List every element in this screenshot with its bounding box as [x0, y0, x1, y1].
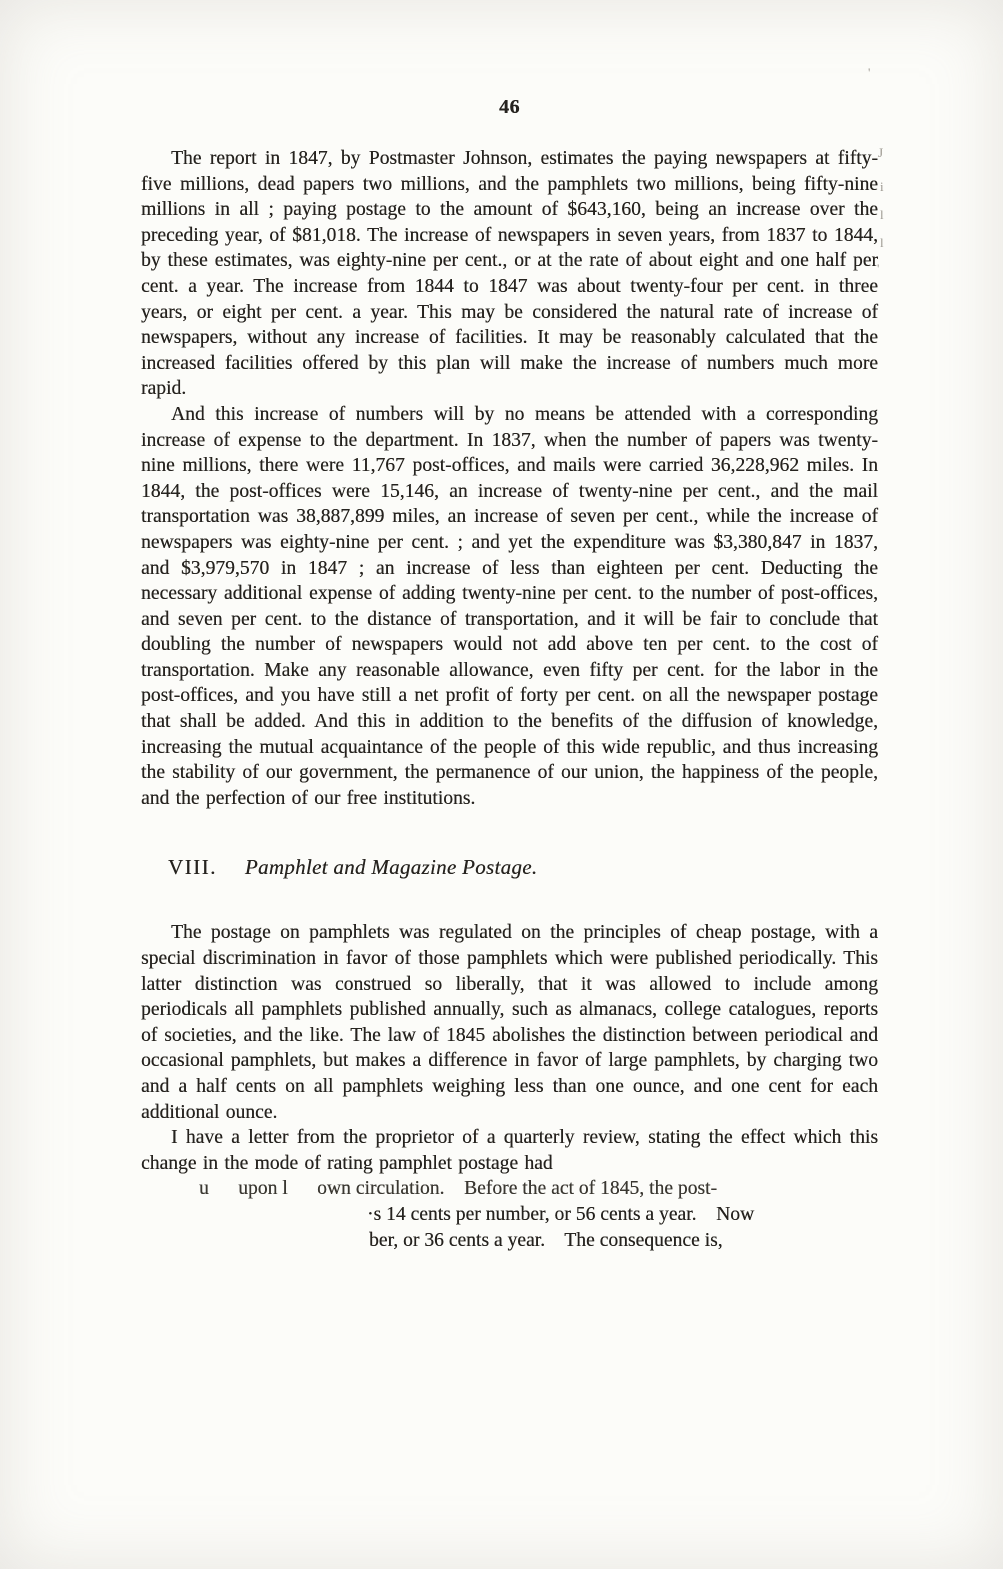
- scan-artifact: l: [880, 207, 884, 222]
- paragraph-pamphlet-postage: The postage on pamphlets was regulated on the principles of cheap postage, with a special discrimination in favor of those pamphlets which were published periodically. This latter distinction was construed so liberally, that it was allowed to include among periodicals all pamphlets published annually, such as almanacs, college catalogues, reports of societies, and the like. The law of 1845 abolishes the distinction between periodical and occasional pamphlets, but makes a difference in favor of large pamphlets, by charging two and a half cents on all pamphlets weighing less than one ounce, and one cent for each additional ounce.: [141, 922, 878, 1123]
- page-number: 46: [499, 96, 520, 118]
- section-numeral: VIII.: [168, 855, 217, 880]
- scan-artifact: ': [877, 261, 880, 276]
- scan-artifact: ': [868, 65, 871, 80]
- faded-text-line-2: ·s 14 cents per number, or 56 cents a year. Now: [367, 1203, 755, 1225]
- scan-artifact: l: [880, 235, 884, 250]
- document-page: [141, 96, 878, 1253]
- section-heading: [168, 855, 878, 880]
- faded-text-line-3: ber, or 36 cents a year. The consequence is,: [369, 1229, 723, 1251]
- faded-text-line-1: u upon l own circulation. Before the act of 1845, the post-: [199, 1178, 718, 1200]
- paragraph-report-1847: The report in 1847, by Postmaster Johnson, estimates the paying newspapers at fifty-five millions, dead papers two millions, and the pamphlets two millions, being fifty-nine millions in all ; paying postage to the amount of $643,160, being an increase over the preceding year, of $81,018. The increase of newspapers in seven years, from 1837 to 1844, by these estimates, was eighty-nine per cent., or at the rate of about eight and one half per cent. a year. The increase from 1844 to 1847 was about twenty-four per cent. in three years, or eight per cent. a year. This may be considered the natural rate of increase of newspapers, without any increase of facilities. It may be reasonably calculated that the increased facilities offered by this plan will make the increase of numbers much more rapid.: [141, 148, 878, 400]
- section-title: Pamphlet and Magazine Postage.: [244, 855, 538, 880]
- paragraph-quarterly-review: I have a letter from the proprietor of a quarterly review, stating the effect which this change in the mode of rating pamphlet postage had: [141, 1127, 878, 1174]
- scan-artifact: J: [878, 145, 884, 160]
- scan-artifact: i: [880, 179, 884, 194]
- paragraph-increase-expense: And this increase of numbers will by no means be attended with a corresponding increase of expense to the department. In 1837, when the number of papers was twenty-nine millions, there were 11,767 post-offices, and mails were carried 36,228,962 miles. In 1844, the post-offices were 15,146, an increase of twenty-nine per cent., and the mail transportation was 38,887,899 miles, an increase of seven per cent., while the increase of newspapers was eighty-nine per cent. ; and yet the expenditure was $3,380,847 in 1837, and $3,979,570 in 1847 ; an increase of less than eighteen per cent. Deducting the necessary additional expense of adding twenty-nine per cent. to the number of post-offices, and seven per cent. to the distance of transportation, and it will be fair to conclude that doubling the number of newspapers would not add above ten per cent. to the cost of transportation. Make any reasonable allowance, even fifty per cent. for the labor in the post-offices, and you have still a net profit of forty per cent. on all the newspaper postage that shall be added. And this in addition to the benefits of the diffusion of knowledge, increasing the mutual acquaintance of the people of this wide republic, and thus increasing the stability of our government, the permanence of our union, the happiness of the people, and the perfection of our free institutions.: [141, 403, 878, 809]
